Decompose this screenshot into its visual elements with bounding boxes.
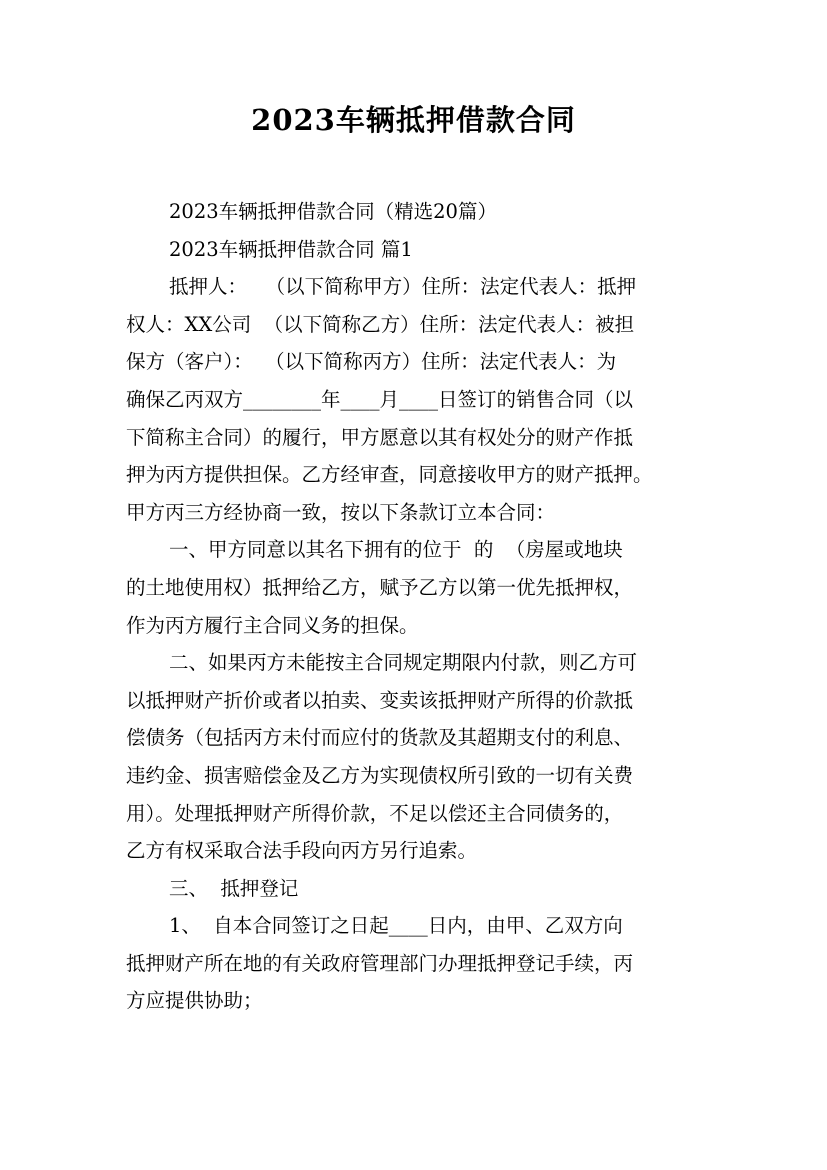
paragraph-line: 权人：XX公司 （以下简称乙方）住所：法定代表人：被担	[126, 312, 635, 336]
paragraph-line: 下简称主合同）的履行，甲方愿意以其有权处分的财产作抵	[126, 425, 634, 449]
paragraph-line: 一、甲方同意以其名下拥有的位于 的 （房屋或地块	[169, 538, 623, 562]
paragraph-line: 甲方丙三方经协商一致，按以下条款订立本合同：	[126, 500, 556, 524]
section-heading: 三、 抵押登记	[169, 876, 299, 900]
paragraph-line: 1、 自本合同签订之日起____日内，由甲、乙双方向	[169, 914, 623, 938]
paragraph-line: 偿债务（包括丙方未付而应付的货款及其超期支付的利息、	[126, 726, 634, 750]
paragraph-line: 抵押财产所在地的有关政府管理部门办理抵押登记手续，丙	[126, 951, 634, 975]
document-body	[126, 193, 704, 1020]
paragraph-line: 用）。处理抵押财产所得价款，不足以偿还主合同债务的，	[126, 801, 624, 825]
paragraph-line: 2023车辆抵押借款合同 篇1	[169, 237, 413, 261]
paragraph-line: 乙方有权采取合法手段向丙方另行追索。	[126, 839, 478, 863]
paragraph-line: 的土地使用权）抵押给乙方，赋予乙方以第一优先抵押权，	[126, 575, 634, 599]
paragraph-line: 二、如果丙方未能按主合同规定期限内付款，则乙方可	[169, 651, 638, 675]
paragraph-line: 2023车辆抵押借款合同（精选20篇）	[169, 200, 497, 223]
paragraph-line: 抵押人： （以下简称甲方）住所：法定代表人：抵押	[169, 275, 637, 299]
paragraph-line: 违约金、损害赔偿金及乙方为实现债权所引致的一切有关费	[126, 763, 634, 787]
paragraph-line: 方应提供协助；	[126, 989, 263, 1013]
document-title: 2023车辆抵押借款合同	[251, 103, 576, 137]
paragraph-line: 以抵押财产折价或者以拍卖、变卖该抵押财产所得的价款抵	[126, 688, 634, 712]
paragraph-line: 押为丙方提供担保。乙方经审查，同意接收甲方的财产抵押。	[126, 463, 653, 487]
paragraph-line: 确保乙丙双方________年____月____日签订的销售合同（以	[126, 387, 634, 411]
paragraph-line: 保方（客户）： （以下简称丙方）住所：法定代表人：为	[126, 350, 617, 374]
paragraph-line: 作为丙方履行主合同义务的担保。	[126, 613, 419, 637]
